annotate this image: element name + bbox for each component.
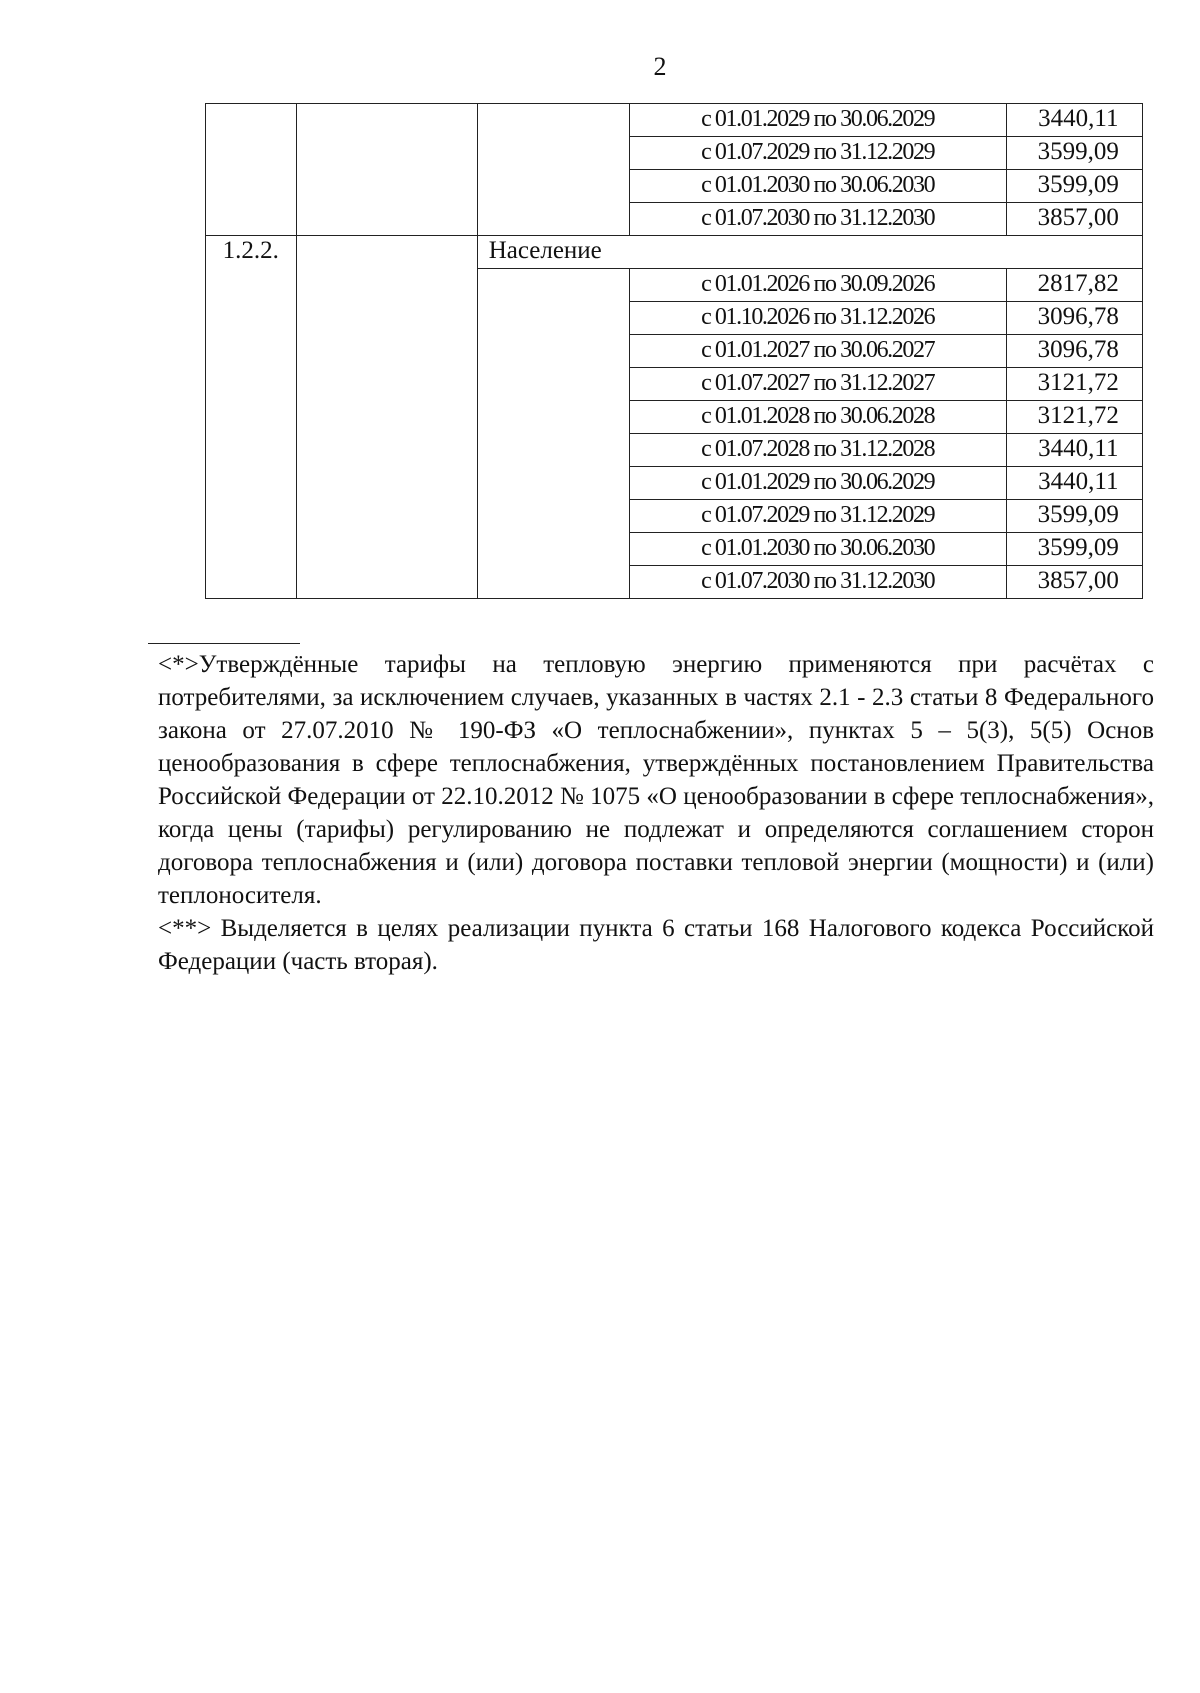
page-number: 2 bbox=[653, 52, 667, 81]
period-cell: с 01.01.2030 по 30.06.2030 bbox=[629, 533, 1006, 566]
period-cell: с 01.07.2030 по 31.12.2030 bbox=[629, 566, 1006, 599]
period-cell: с 01.07.2028 по 31.12.2028 bbox=[629, 434, 1006, 467]
period-cell: с 01.01.2026 по 30.09.2026 bbox=[629, 269, 1006, 302]
group-number-cell: 1.2.2. bbox=[206, 236, 297, 599]
tariff-value-cell: 3599,09 bbox=[1006, 137, 1142, 170]
tariff-value-cell: 2817,82 bbox=[1006, 269, 1142, 302]
empty-cell bbox=[296, 104, 477, 236]
empty-cell bbox=[206, 104, 297, 236]
period-cell: с 01.07.2029 по 31.12.2029 bbox=[629, 500, 1006, 533]
footnotes bbox=[158, 648, 1154, 978]
empty-cell bbox=[477, 269, 629, 599]
tariff-value-cell: 3121,72 bbox=[1006, 401, 1142, 434]
period-cell: с 01.01.2027 по 30.06.2027 bbox=[629, 335, 1006, 368]
tariff-value-cell: 3121,72 bbox=[1006, 368, 1142, 401]
period-cell: с 01.01.2028 по 30.06.2028 bbox=[629, 401, 1006, 434]
footnote-tax-code: <**> Выделяется в целях реализации пункта 6 статьи 168 Налогового кодекса Российской Федерации (часть вторая). bbox=[158, 915, 1154, 975]
period-cell: с 01.01.2029 по 30.06.2029 bbox=[629, 104, 1006, 137]
tariff-value-cell: 3599,09 bbox=[1006, 170, 1142, 203]
period-cell: с 01.07.2029 по 31.12.2029 bbox=[629, 137, 1006, 170]
tariff-value-cell: 3857,00 bbox=[1006, 203, 1142, 236]
period-cell: с 01.01.2030 по 30.06.2030 bbox=[629, 170, 1006, 203]
empty-cell bbox=[477, 104, 629, 236]
tariff-value-cell: 3599,09 bbox=[1006, 500, 1142, 533]
group-label-cell: Население bbox=[477, 236, 1142, 269]
group-header-row bbox=[206, 236, 1143, 269]
period-cell: с 01.07.2030 по 31.12.2030 bbox=[629, 203, 1006, 236]
empty-cell bbox=[296, 236, 477, 599]
tariff-value-cell: 3096,78 bbox=[1006, 335, 1142, 368]
footnote-separator bbox=[148, 643, 300, 644]
period-cell: с 01.07.2027 по 31.12.2027 bbox=[629, 368, 1006, 401]
period-cell: с 01.01.2029 по 30.06.2029 bbox=[629, 467, 1006, 500]
tariff-value-cell: 3440,11 bbox=[1006, 104, 1142, 137]
tariff-table bbox=[205, 103, 1143, 599]
tariff-value-cell: 3440,11 bbox=[1006, 467, 1142, 500]
table-row bbox=[206, 104, 1143, 137]
tariff-value-cell: 3599,09 bbox=[1006, 533, 1142, 566]
tariff-value-cell: 3440,11 bbox=[1006, 434, 1142, 467]
tariff-value-cell: 3096,78 bbox=[1006, 302, 1142, 335]
tariff-value-cell: 3857,00 bbox=[1006, 566, 1142, 599]
footnote-approved-tariffs: <*>Утверждённые тарифы на тепловую энергию применяются при расчётах с потребителями, за исключением случаев, указанных в частях 2.1 - 2.3 статьи 8 Федерального закона от 27.07.2010 № 190-ФЗ «О теплоснабжении», пунктах 5 – 5(3), 5(5) Основ ценообразования в сфере теплоснабжения, утверждённых постановлением Правительства Российской Федерации от 22.10.2012 № 1075 «О ценообразовании в сфере теплоснабжения», когда цены (тарифы) регулированию не подлежат и определяются соглашением сторон договора теплоснабжения и (или) договора поставки тепловой энергии (мощности) и (или) теплоносителя. bbox=[158, 651, 1154, 909]
period-cell: с 01.10.2026 по 31.12.2026 bbox=[629, 302, 1006, 335]
